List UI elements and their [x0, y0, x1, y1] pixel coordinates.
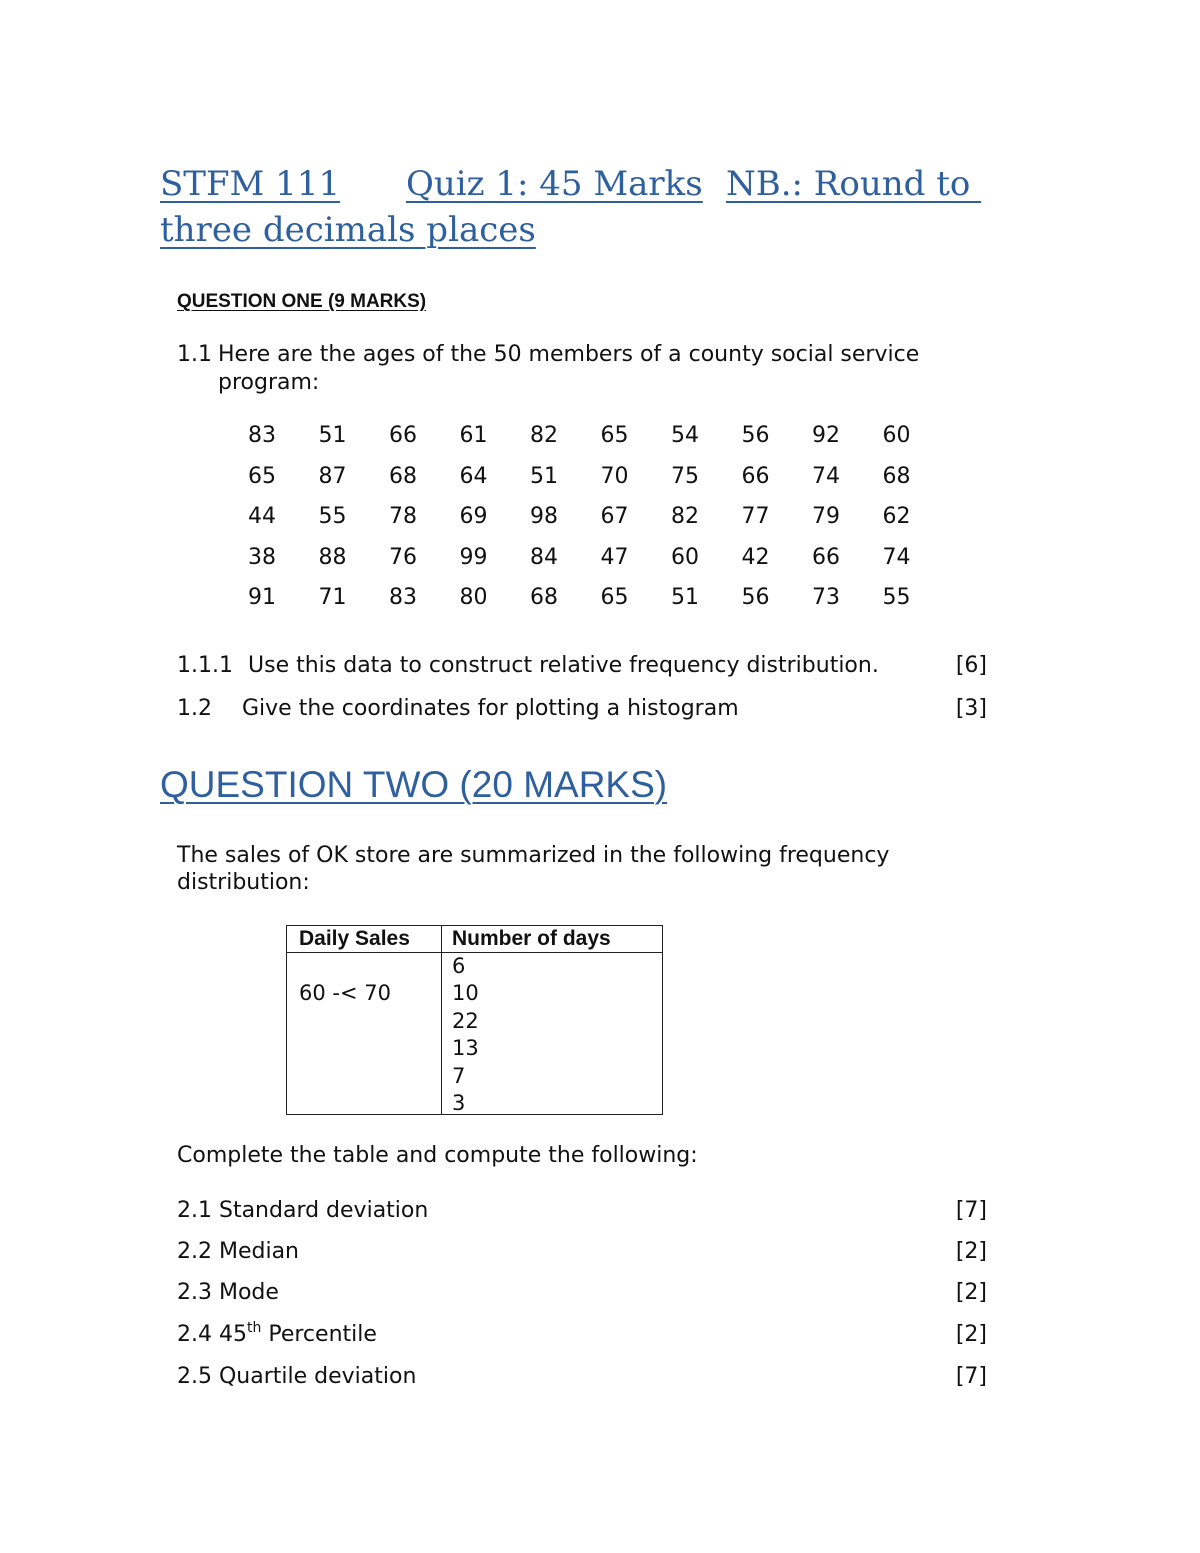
age-value: 65: [600, 585, 629, 610]
table-column-divider: [441, 926, 442, 1114]
age-value: 82: [530, 423, 558, 448]
age-value: 54: [671, 423, 699, 448]
question-two-instruction: Complete the table and compute the following:: [177, 1143, 698, 1168]
task-2-4-text-post: Percentile: [261, 1322, 377, 1347]
task-2-5-marks: [7]: [955, 1364, 987, 1389]
task-2-2-marks: [2]: [955, 1239, 987, 1264]
age-value: 71: [318, 585, 347, 610]
age-value: 66: [389, 423, 417, 448]
age-value: 77: [741, 504, 770, 529]
age-value: 55: [318, 504, 347, 529]
task-2-4-text: [177, 1321, 377, 1349]
question-1-1-number: 1.1: [177, 342, 212, 367]
course-code: STFM 111: [160, 164, 341, 204]
table-column-number-of-days: [452, 953, 479, 1117]
task-1-2-marks: [3]: [955, 696, 987, 721]
table-cell-number-of-days: 7: [452, 1063, 466, 1088]
age-value: 51: [318, 423, 347, 448]
age-value: 76: [389, 544, 417, 570]
age-value: 69: [459, 504, 488, 529]
age-value: 74: [882, 544, 911, 570]
age-value: 68: [389, 463, 417, 489]
age-value: 42: [741, 544, 770, 570]
question-one-heading: QUESTION ONE (9 MARKS): [177, 291, 427, 312]
age-value: 92: [812, 423, 840, 448]
age-value: 51: [530, 463, 558, 489]
age-value: 38: [248, 544, 276, 570]
age-value: 80: [459, 585, 488, 610]
age-value: 67: [600, 504, 629, 529]
age-value: 98: [530, 504, 558, 529]
age-value: 56: [741, 585, 770, 610]
task-1-1-1-marks: [6]: [955, 653, 987, 678]
table-cell-number-of-days: 10: [452, 981, 479, 1006]
age-value: 60: [671, 544, 699, 570]
age-value: 74: [812, 463, 840, 489]
task-2-1-text: 2.1 Standard deviation: [177, 1198, 429, 1223]
task-1-2-number: 1.2: [177, 696, 212, 721]
age-value: 55: [882, 585, 911, 610]
rounding-note: NB.: Round to: [726, 164, 982, 204]
question-1-1-text-line-2: program:: [218, 370, 320, 395]
age-value: 73: [812, 585, 840, 610]
task-2-1-marks: [7]: [955, 1198, 987, 1223]
table-cell-number-of-days: 3: [452, 1091, 466, 1116]
age-value: 82: [671, 504, 699, 529]
age-value: 44: [248, 504, 276, 529]
age-value: 75: [671, 463, 699, 489]
table-header-daily-sales: Daily Sales: [299, 927, 410, 950]
age-value: 56: [741, 423, 770, 448]
age-value: 99: [459, 544, 488, 570]
task-2-5-text: 2.5 Quartile deviation: [177, 1364, 417, 1389]
age-value: 84: [530, 544, 558, 570]
age-value: 65: [248, 463, 276, 489]
table-cell-daily-sales: 60 -< 70: [299, 981, 391, 1005]
age-value: 70: [600, 463, 629, 489]
age-value: 83: [389, 585, 417, 610]
table-cell-number-of-days: 13: [452, 1036, 479, 1061]
question-1-1-text-line-1: Here are the ages of the 50 members of a county social service: [218, 342, 920, 367]
age-value: 83: [248, 423, 276, 448]
age-value: 61: [459, 423, 488, 448]
task-1-1-1-number: 1.1.1: [177, 653, 233, 678]
task-2-4-marks: [2]: [955, 1322, 987, 1347]
age-value: 65: [600, 423, 629, 448]
age-value: 87: [318, 463, 347, 489]
age-value: 51: [671, 585, 699, 610]
age-value: 60: [882, 423, 911, 448]
table-cell-number-of-days: 22: [452, 1008, 479, 1033]
table-header-number-of-days: Number of days: [452, 927, 611, 950]
age-value: 78: [389, 504, 417, 529]
rounding-note-continued: three decimals places: [160, 210, 536, 250]
age-value: 47: [600, 544, 629, 570]
quiz-title: Quiz 1: 45 Marks: [406, 164, 703, 204]
table-cell-number-of-days: 6: [452, 954, 466, 978]
age-value: 66: [812, 544, 840, 570]
question-two-intro-line-1: The sales of OK store are summarized in the following frequency: [177, 843, 890, 868]
age-value: 79: [812, 504, 840, 529]
age-value: 66: [741, 463, 770, 489]
age-value: 88: [318, 544, 347, 570]
task-2-3-marks: [2]: [955, 1280, 987, 1305]
task-2-4-superscript: th: [246, 1320, 262, 1336]
task-2-3-text: 2.3 Mode: [177, 1280, 279, 1305]
frequency-table: [286, 925, 663, 1115]
age-value: 68: [882, 463, 911, 489]
age-value: 68: [530, 585, 558, 610]
age-value: 91: [248, 585, 276, 610]
question-two-heading: QUESTION TWO (20 MARKS): [160, 764, 668, 805]
task-2-4-text-pre: 2.4 45: [177, 1322, 247, 1347]
task-1-1-1-text: Use this data to construct relative frequency distribution.: [248, 653, 879, 678]
task-1-2-text: Give the coordinates for plotting a histogram: [242, 696, 739, 721]
age-value: 64: [459, 463, 488, 489]
question-two-intro-line-2: distribution:: [177, 870, 310, 895]
age-value: 62: [882, 504, 911, 529]
task-2-2-text: 2.2 Median: [177, 1239, 299, 1264]
